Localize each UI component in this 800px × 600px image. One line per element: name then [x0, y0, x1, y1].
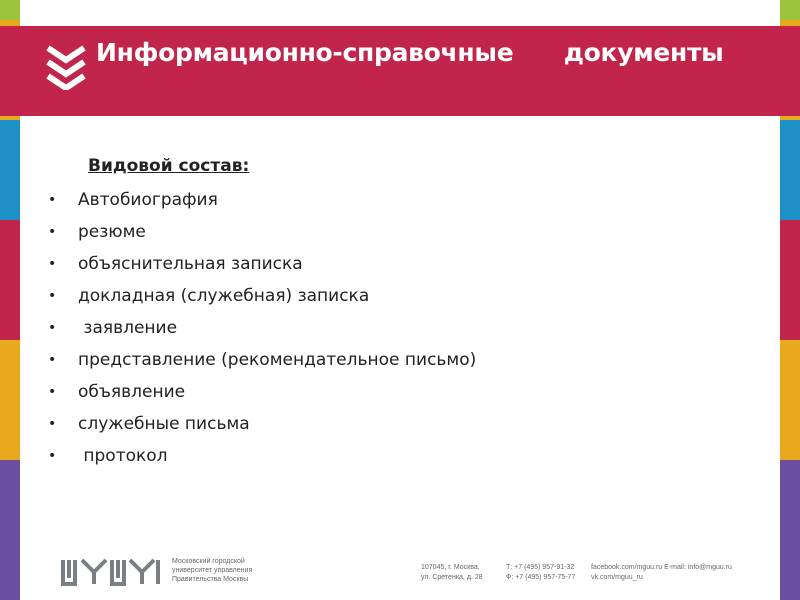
triple-chevron-down-icon	[44, 40, 88, 90]
university-logo	[60, 558, 164, 586]
list-item-label: протокол	[78, 446, 168, 466]
phone-line: Т: +7 (495) 957-91-32	[506, 564, 575, 571]
address-block	[421, 563, 483, 583]
bullet: •	[48, 320, 57, 336]
organization-name	[172, 557, 282, 584]
bullet: •	[48, 224, 57, 240]
address-line: ул. Сретенка, д. 28	[421, 574, 483, 581]
bullet: •	[48, 352, 57, 368]
list-item-label: резюме	[78, 222, 146, 242]
list-item-label: объяснительная записка	[78, 254, 303, 274]
list-item-label: докладная (служебная) записка	[78, 286, 370, 306]
bullet: •	[48, 288, 57, 304]
stripe	[0, 0, 20, 20]
address-line: 107045, г. Москва,	[421, 564, 480, 571]
list-item-label: заявление	[78, 318, 178, 338]
social-line: vk.com/mguu_ru	[591, 574, 643, 581]
stripe	[0, 340, 20, 460]
stripe	[780, 120, 800, 220]
stripe	[780, 0, 800, 20]
bullet: •	[48, 192, 57, 208]
bullet: •	[48, 256, 57, 272]
org-name-line: Правительства Москвы	[172, 576, 249, 583]
stripe	[780, 340, 800, 460]
list-item-label: представление (рекомендательное письмо)	[78, 350, 477, 370]
contacts-block	[591, 563, 732, 583]
bullet: •	[48, 416, 57, 432]
list-item-label: объявление	[78, 382, 186, 402]
bullet: •	[48, 384, 57, 400]
stripe	[0, 120, 20, 220]
org-name-line: Московский городской	[172, 558, 245, 565]
list-item-label: Автобиография	[78, 190, 218, 210]
stripe	[0, 220, 20, 340]
page-title: Информационно-справочные документы	[96, 38, 724, 67]
list-item-label: служебные письма	[78, 414, 250, 434]
social-line: facebook.com/mguu.ru E-mail: info@mguu.ru	[591, 564, 732, 571]
org-name-line: университет управления	[172, 567, 253, 574]
section-subtitle: Видовой состав:	[88, 156, 250, 176]
fax-line: Ф: +7 (495) 957-75-77	[506, 574, 576, 581]
phone-block	[506, 563, 575, 583]
footer	[0, 552, 800, 592]
bullet: •	[48, 448, 57, 464]
stripe	[780, 220, 800, 340]
